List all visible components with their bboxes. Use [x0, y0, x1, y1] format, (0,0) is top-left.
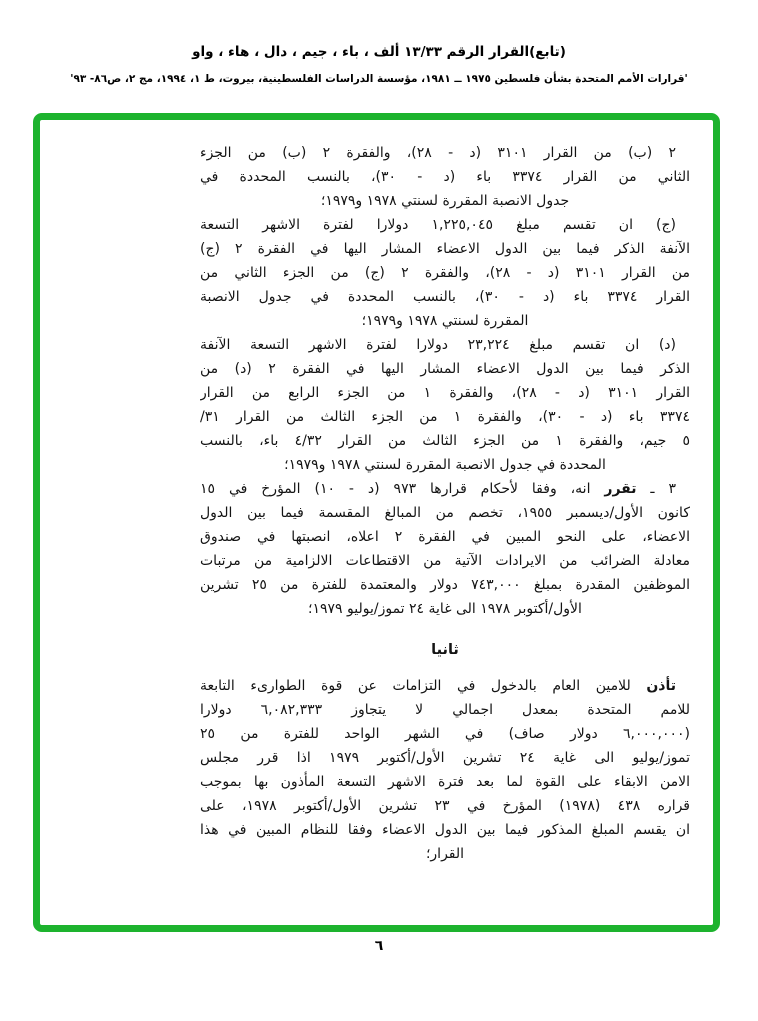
text-line — [200, 429, 690, 453]
text-segment: الاعضاء، على النحو المبين في الفقرة ٢ اعلاه، انصبتها في صندوق — [200, 529, 690, 545]
text-segment: للامين العام بالدخول في التزامات عن قوة الطوارىء التابعة — [200, 678, 647, 694]
text-segment: الذكر فيما بين الدول الاعضاء المشار اليها في الفقرة ٢ (د) من — [200, 361, 690, 377]
section-heading — [200, 638, 690, 662]
text-segment: ٣٣٧٤ باء (د - ٣٠)، والفقرة ١ من الجزء الثالث من القرار ٣١/ — [200, 409, 690, 425]
text-segment: للامم المتحدة بمعدل اجمالي لا يتجاوز ٦,٠٨٢,٣٣٣ دولارا — [200, 702, 690, 718]
text-line — [200, 674, 690, 698]
page-number: ٦ — [374, 938, 384, 954]
emphasized-word: ثانيا — [431, 642, 459, 658]
text-segment: الثاني من القرار ٣٣٧٤ باء (د - ٣٠)، بالنسب المحددة في — [200, 169, 690, 185]
text-line — [200, 477, 690, 501]
text-line — [200, 794, 690, 818]
text-line — [200, 261, 690, 285]
text-line — [200, 842, 690, 866]
text-segment: ان يقسم المبلغ المذكور فيما بين الدول الاعضاء وفقا للنظام المبين في هذا — [200, 822, 690, 838]
text-line — [200, 309, 690, 333]
text-line — [200, 722, 690, 746]
text-segment: ٥ جيم، والفقرة ١ من الجزء الثالث من القرار ٤/٣٢ باء، بالنسب — [200, 433, 690, 449]
text-line — [200, 818, 690, 842]
emphasized-word: تقرر — [604, 481, 637, 497]
text-segment: قراره ٤٣٨ (١٩٧٨) المؤرخ في ٢٣ تشرين الأول/أكتوبر ١٩٧٨، على — [200, 798, 690, 814]
text-line — [200, 333, 690, 357]
text-segment: ٣ ـ — [636, 481, 676, 497]
text-line — [200, 549, 690, 573]
emphasized-word: تأذن — [646, 678, 676, 694]
text-line — [200, 285, 690, 309]
text-segment: تموز/يوليو الى غاية ٢٤ تشرين الأول/أكتوبر ١٩٧٩ اذا قرر مجلس — [200, 750, 690, 766]
text-line — [200, 381, 690, 405]
text-segment: انه، وفقا لأحكام قرارها ٩٧٣ (د - ١٠) المؤرخ في ١٥ — [200, 481, 605, 497]
text-segment: المقررة لسنتي ١٩٧٨ و١٩٧٩؛ — [361, 313, 529, 329]
text-segment: الموظفين المقدرة بمبلغ ٧٤٣,٠٠٠ دولار والمعتمدة للفترة من ٢٥ تشرين — [200, 577, 690, 593]
text-segment: الأول/أكتوبر ١٩٧٨ الى غاية ٢٤ تموز/يوليو ١٩٧٩؛ — [308, 601, 582, 617]
text-line — [200, 770, 690, 794]
text-segment: (ج) ان تقسم مبلغ ١,٢٢٥,٠٤٥ دولارا لفترة الاشهر التسعة — [200, 217, 676, 233]
text-segment: معادلة الضرائب من الايرادات الآتية من الاقتطاعات الالزامية من مرتبات — [200, 553, 690, 569]
resolution-title: (تابع)القرار الرقم ١٣/٣٣ ألف ، باء ، جيم ، دال ، هاء ، واو — [192, 44, 566, 60]
text-segment: القرار ٣١٠١ (د - ٢٨)، والفقرة ١ من الجزء الرابع من القرار — [200, 385, 690, 401]
text-line — [200, 213, 690, 237]
text-segment: كانون الأول/ديسمبر ١٩٥٥، تخصم من المبالغ المقسمة فيما بين الدول — [200, 505, 690, 521]
text-line — [200, 141, 690, 165]
text-segment: (د) ان تقسم مبلغ ٢٣,٢٢٤ دولارا لفترة الاشهر التسعة الآنفة — [200, 337, 676, 353]
text-line — [200, 405, 690, 429]
text-line — [200, 237, 690, 261]
text-line — [200, 357, 690, 381]
body-text — [200, 141, 690, 866]
text-segment: جدول الانصبة المقررة لسنتي ١٩٧٨ و١٩٧٩؛ — [320, 193, 570, 209]
text-line — [200, 698, 690, 722]
text-line — [200, 189, 690, 213]
text-segment: الآنفة الذكر فيما بين الدول الاعضاء المشار اليها في الفقرة ٢ (ج) — [200, 241, 690, 257]
page-header — [0, 44, 758, 85]
source-citation: 'قرارات الأمم المتحدة بشأن فلسطين ١٩٧٥ ــ ١٩٨١، مؤسسة الدراسات الفلسطينية، بيروت، ط ١، ١٩٩٤، مج ٢، ص٨٦- ٩٣' — [70, 73, 688, 85]
text-line — [200, 746, 690, 770]
text-segment: من القرار ٣١٠١ (د - ٢٨)، والفقرة ٢ (ج) من الجزء الثاني من — [200, 265, 690, 281]
text-line — [200, 453, 690, 477]
text-segment: القرار؛ — [425, 846, 465, 862]
text-segment: المحددة في جدول الانصبة المقررة لسنتي ١٩٧٨ و١٩٧٩؛ — [284, 457, 606, 473]
text-segment: الامن الابقاء على القوة لما بعد فترة الاشهر التسعة المأذون بها بموجب — [200, 774, 690, 790]
text-line — [200, 597, 690, 621]
text-line — [200, 165, 690, 189]
text-line — [200, 573, 690, 597]
text-segment: ٢ (ب) من القرار ٣١٠١ (د - ٢٨)، والفقرة ٢ (ب) من الجزء — [200, 145, 676, 161]
text-segment: (٦,٠٠٠,٠٠٠ دولار صاف) في الشهر الواحد للفترة من ٢٥ — [200, 726, 690, 742]
text-segment: القرار ٣٣٧٤ باء (د - ٣٠)، بالنسب المحددة في جدول الانصبة — [200, 289, 690, 305]
text-line — [200, 525, 690, 549]
text-line — [200, 501, 690, 525]
